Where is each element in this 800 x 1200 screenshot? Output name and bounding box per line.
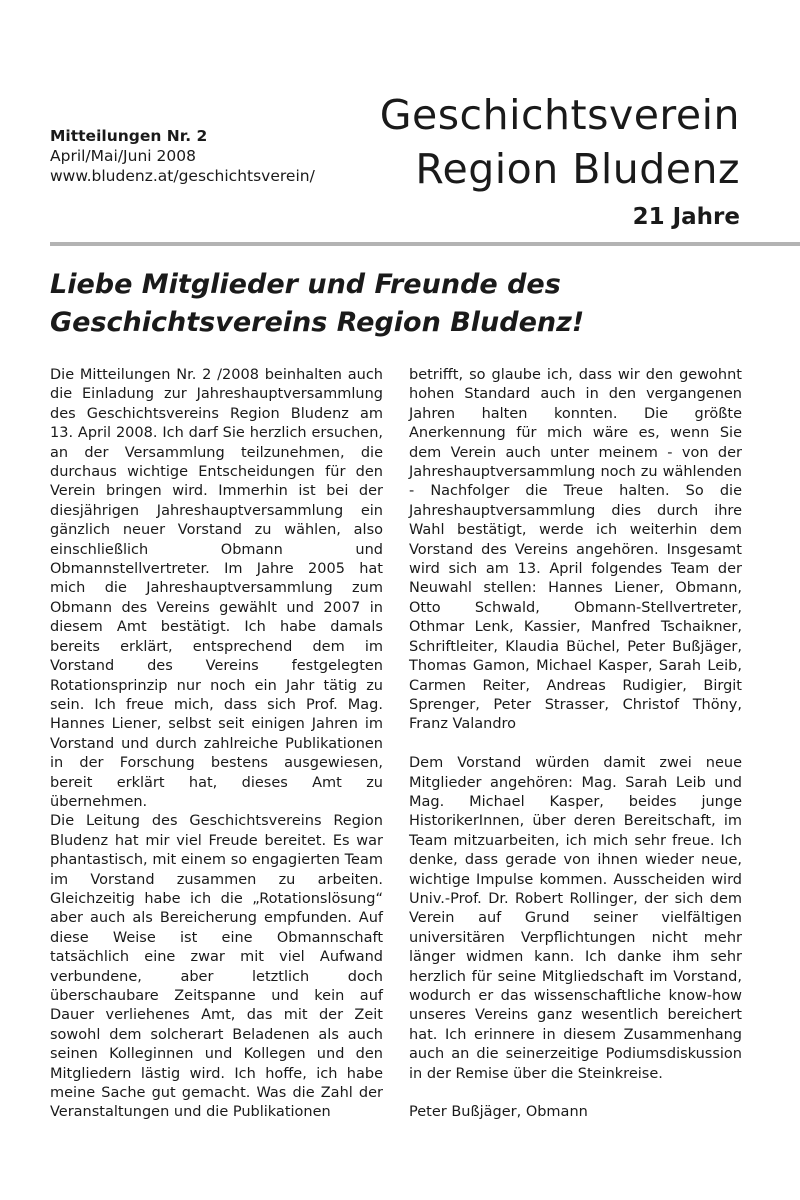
paragraph: betrifft, so glaube ich, dass wir den gewohnt hohen Standard auch in den vergangenen Jahren halten konnten. Die größte Anerkennung für mich wäre es, wenn Sie dem Verein auch unter meinem - von der Jahreshauptversammlung noch zu wählenden - Nachfolger die Treue halten. So die Jahreshauptversammlung dies durch ihre Wahl bestätigt, werde ich weiterhin dem Vorstand des Vereins angehören. Insgesamt wird sich am 13. April folgendes Team der Neuwahl stellen: Hannes Liener, Obmann, Otto Schwald, Obmann-Stellvertreter, Othmar Lenk, Kassier, Manfred Tschaikner, Schriftleiter, Klaudia Büchel, Peter Bußjäger, Thomas Gamon, Michael Kasper, Sarah Leib, Carmen Reiter, Andreas Rudigier, Birgit Sprenger, Peter Strasser, Christof Thöny, Franz Valandro [409, 367, 742, 733]
signature: Peter Bußjäger, Obmann [409, 1104, 588, 1121]
issue-period: April/Mai/Juni 2008 [50, 147, 196, 165]
paragraph: Die Leitung des Geschichtsvereins Region Bludenz hat mir viel Freude bereitet. Es war phantastisch, mit einem so engagierten Team im Vorstand zusammen zu arbeiten. Gleichzeitig habe ich die „Rotationslösung“ aber auch als Bereicherung empfunden. Auf diese Weise ist eine Obmannschaft tatsächlich eine zwar mit viel Aufwand verbundene, aber letztlich doch überschaubare Zeitspanne und kein auf Dauer verliehenes Amt, das mit der Zeit sowohl dem solcherart Beladenen als auch seinen Kolleginnen und Kollegen und den Mitgliedern lästig wird. Ich hoffe, ich habe meine Sache gut gemacht. Was die Zahl der Veranstaltungen und die Publikationen [50, 813, 383, 1121]
anniversary-label: 21 Jahre [632, 204, 740, 230]
body-column-left [50, 366, 383, 1123]
paragraph: Dem Vorstand würden damit zwei neue Mitglieder angehören: Mag. Sarah Leib und Mag. Michael Kasper, beides junge HistorikerInnen, über deren Bereitschaft, im Team mitzuarbeiten, ich mich sehr freue. Ich denke, dass gerade von ihnen wieder neue, wichtige Impulse kommen. Ausscheiden wird Univ.-Prof. Dr. Robert Rollinger, der sich dem Verein auf Grund seiner vielfältigen universitären Verpflichtungen nicht mehr länger widmen kann. Ich danke ihm sehr herzlich für seine Mitgliedschaft im Vorstand, wodurch er das wissenschaftliche know-how unseres Vereins ganz wesentlich bereichert hat. Ich erinnere in diesem Zusammenhang auch an die seinerzeitige Podiumsdiskussion in der Remise über die Steinkreise. [409, 755, 742, 1082]
masthead [380, 88, 740, 232]
paragraph-spacer [409, 1084, 742, 1103]
body-column-right [409, 366, 742, 1123]
org-name-line2: Region Bludenz [415, 145, 740, 193]
header-divider [50, 242, 800, 246]
org-name-line1: Geschichtsverein [379, 91, 740, 139]
newsletter-meta [50, 126, 315, 186]
issue-number: Mitteilungen Nr. 2 [50, 127, 208, 145]
paragraph: Die Mitteilungen Nr. 2 /2008 beinhalten auch die Einladung zur Jahreshauptversammlung des Geschichtsvereins Region Bludenz am 13. April 2008. Ich darf Sie herzlich ersuchen, an der Versammlung teilzunehmen, die durchaus wichtige Entscheidungen für den Verein bringen wird. Immerhin ist bei der diesjährigen Jahreshauptversammlung ein gänzlich neuer Vorstand zu wählen, also einschließlich Obmann und Obmannstellvertreter. Im Jahre 2005 hat mich die Jahreshauptversammlung zum Obmann des Vereins gewählt und 2007 in diesem Amt bestätigt. Ich habe damals bereits erklärt, entsprechend dem im Vorstand des Vereins festgelegten Rotationsprinzip nur noch ein Jahr tätig zu sein. Ich freue mich, dass sich Prof. Mag. Hannes Liener, selbst seit einigen Jahren im Vorstand und durch zahlreiche Publikationen in der Forschung bestens ausgewiesen, bereit erklärt hat, dieses Amt zu übernehmen. [50, 367, 383, 810]
website-url: www.bludenz.at/geschichtsverein/ [50, 167, 315, 185]
paragraph-spacer [409, 735, 742, 754]
page-headline: Liebe Mitglieder und Freunde des Geschichtsvereins Region Bludenz! [50, 269, 585, 338]
